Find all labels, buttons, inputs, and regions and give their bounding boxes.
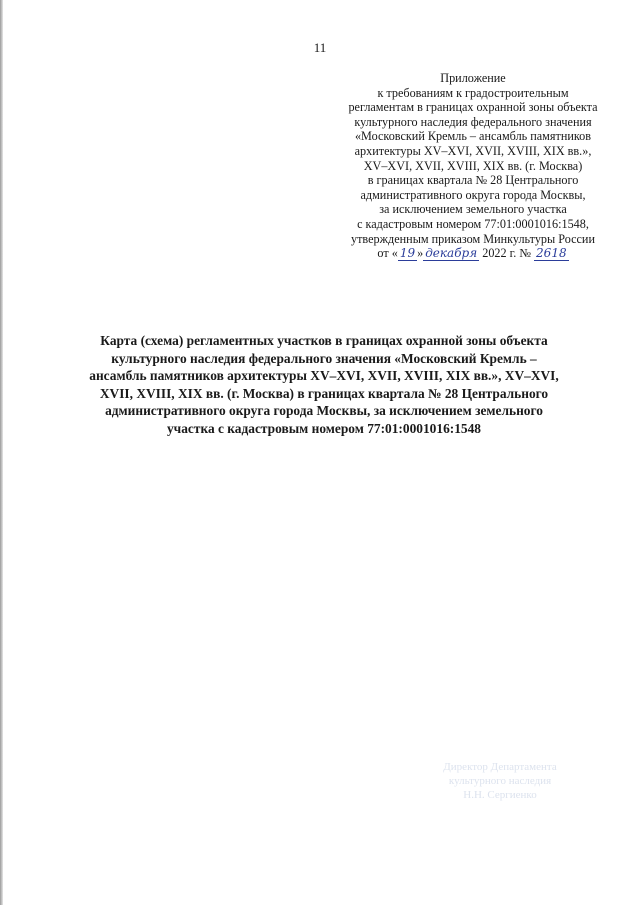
appendix-line: административного округа города Москвы, bbox=[360, 187, 586, 202]
appendix-line: в границах квартала № 28 Центрального bbox=[367, 173, 579, 188]
appendix-line: к требованиям к градостроительным bbox=[377, 85, 569, 100]
title-line: административного округа города Москвы, за исключением земельного bbox=[105, 403, 543, 419]
appendix-date-line: от « 19 » декабря 2022 г. № 2618 bbox=[377, 246, 567, 261]
stamp-line: Директор Департамента bbox=[443, 761, 557, 773]
document-title bbox=[62, 332, 586, 438]
stamp-line: Н.Н. Сергиенко bbox=[463, 789, 537, 801]
date-year: 2022 г. № bbox=[482, 246, 531, 261]
title-line: Карта (схема) регламентных участков в границах охранной зоны объекта bbox=[100, 333, 548, 348]
title-line: участка с кадастровым номером 77:01:0001016:1548 bbox=[166, 420, 482, 436]
appendix-line: регламентам в границах охранной зоны объекта bbox=[348, 100, 598, 115]
date-prefix: от « bbox=[377, 246, 398, 261]
title-line: ансамбль памятников архитектуры XV–XVI, XVII, XVIII, XIX вв.», XV–XVI, bbox=[89, 368, 559, 384]
date-day-handwritten: 19 bbox=[399, 246, 416, 261]
title-line: культурного наследия федерального значения «Московский Кремль – bbox=[111, 350, 537, 366]
appendix-line: архитектуры XV–XVI, XVII, XVIII, XIX вв.», bbox=[354, 143, 592, 158]
appendix-line: с кадастровым номером 77:01:0001016:1548, bbox=[357, 216, 589, 231]
faded-stamp bbox=[440, 760, 560, 802]
date-month-handwritten: декабря bbox=[425, 246, 478, 261]
scan-edge bbox=[0, 0, 3, 905]
appendix-block bbox=[323, 71, 623, 261]
appendix-line: «Московский Кремль – ансамбль памятников bbox=[354, 129, 592, 144]
order-number-handwritten: 2618 bbox=[536, 246, 567, 261]
title-line: XVII, XVIII, XIX вв. (г. Москва) в границах квартала № 28 Центрального bbox=[99, 385, 549, 401]
page-number: 11 bbox=[313, 40, 327, 55]
appendix-line: культурного наследия федерального значения bbox=[354, 114, 592, 129]
appendix-line: Приложение bbox=[440, 71, 506, 85]
appendix-line: за исключением земельного участка bbox=[379, 202, 567, 217]
stamp-line: культурного наследия bbox=[448, 775, 552, 787]
appendix-line: XV–XVI, XVII, XVIII, XIX вв. (г. Москва) bbox=[363, 158, 583, 173]
appendix-line: утвержденным приказом Минкультуры России bbox=[351, 231, 595, 246]
